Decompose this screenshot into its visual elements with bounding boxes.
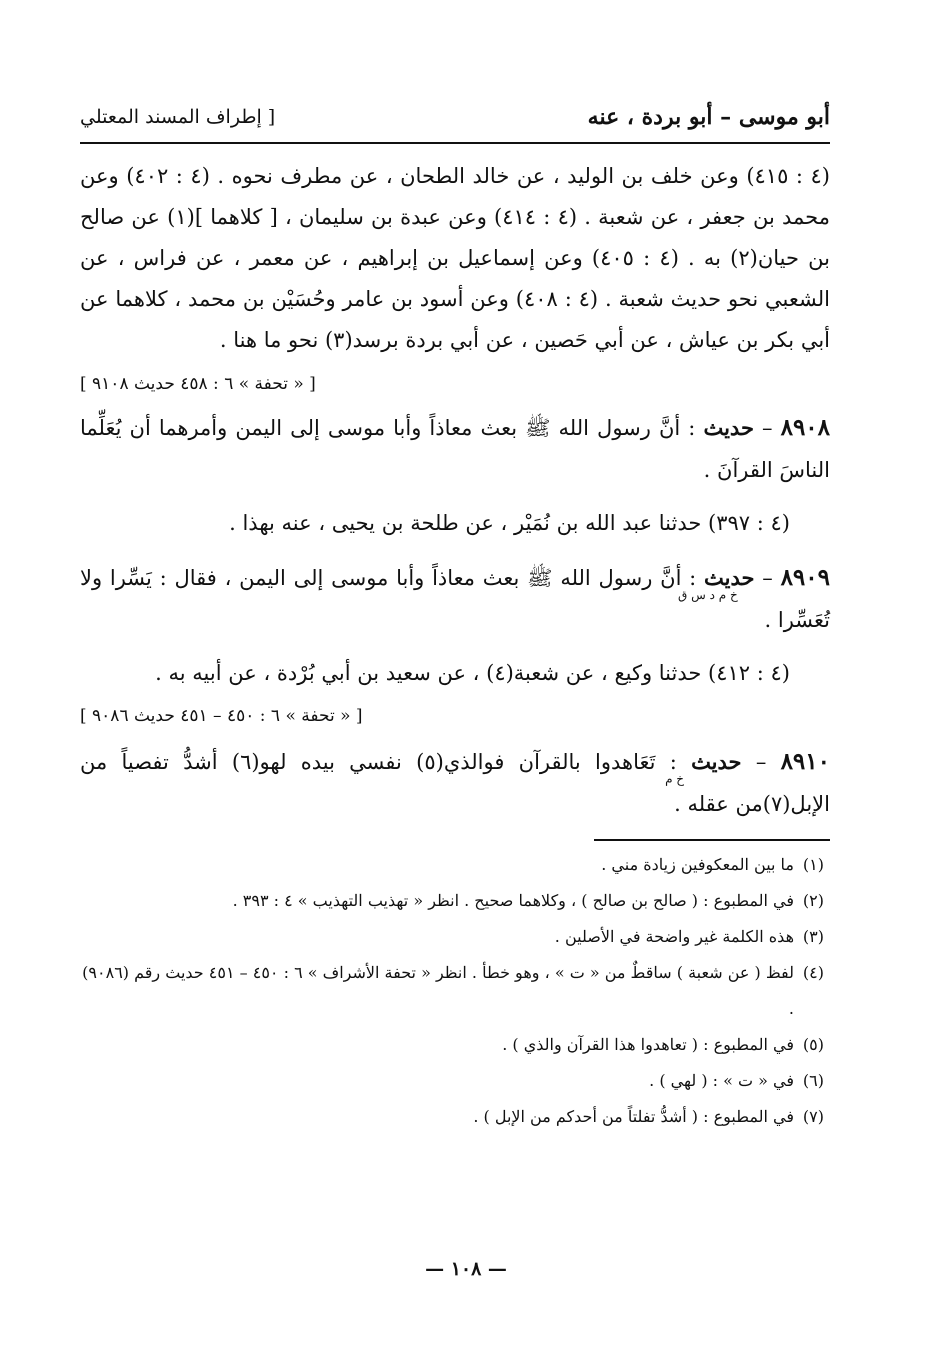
hadith-dash: –	[762, 416, 773, 440]
footnote-text: ما بين المعكوفين زيادة مني .	[601, 855, 794, 874]
hadith-keyword-with-symbols	[665, 749, 742, 786]
hadith-number: ٨٩٠٨	[780, 414, 831, 441]
footnote-text: هذه الكلمة غير واضحة في الأصلين .	[554, 927, 794, 946]
hadith-8909	[80, 557, 830, 641]
continuation-paragraph	[80, 156, 830, 361]
hadith-text: : تَعَاهدوا بالقرآن فوالذي(٥) نفسي بيده لهو(٦) أشدُّ تفصياً من الإبل(٧)من عقله .	[80, 750, 830, 816]
footnote-text: لفظ ( عن شعبة ) ساقطٌ من « ت » ، وهو خطأ . انظر « تحفة الأشراف » ٦ : ٤٥٠ – ٤٥١ حديث رقم (٩٠٨٦) .	[82, 963, 794, 1018]
footnote	[80, 1063, 824, 1099]
footnotes	[80, 847, 824, 1135]
hadith-isnad: (٤ : ٤١٢) حدثنا وكيع ، عن شعبة(٤) ، عن سعيد بن أبي بُرْدة ، عن أبيه به .	[155, 661, 790, 685]
hadith-keyword: حديث	[703, 415, 754, 440]
tuhfa-reference: [ « تحفة » ٦ : ٤٥٠ – ٤٥١ حديث ٩٠٨٦ ]	[80, 706, 363, 726]
footnote-number: (٦)	[802, 1071, 824, 1090]
hadith-keyword: حديث	[704, 565, 755, 590]
footnote-number: (٤)	[802, 963, 824, 982]
hadith-dash: –	[755, 750, 767, 774]
footnote-number: (٣)	[802, 927, 824, 946]
hadith-keyword-with-symbols	[678, 565, 755, 602]
header-chapter-title: أبو موسى – أبو بردة ، عنه	[587, 104, 830, 130]
footnote-text: في المطبوع : ( صالح بن صالح ) ، وكلاهما صحيح . انظر « تهذيب التهذيب » ٤ : ٣٩٣ .	[232, 891, 794, 910]
footnote-number: (٥)	[802, 1035, 824, 1054]
footnote	[80, 1099, 824, 1135]
continuation-line: هنا .	[219, 328, 258, 352]
footnote	[80, 847, 824, 883]
hadith-8908	[80, 407, 830, 491]
footnote-separator	[594, 839, 830, 841]
footnote	[80, 883, 824, 919]
header-book-title: [ إطراف المسند المعتلي	[80, 106, 276, 128]
hadith-8910	[80, 741, 830, 825]
tuhfa-reference: [ « تحفة » ٦ : ٤٥٨ حديث ٩١٠٨ ]	[80, 374, 316, 394]
page-number: — ١٠٨ —	[425, 1258, 507, 1280]
footnote-number: (٧)	[802, 1107, 824, 1126]
continuation-line: وعن محمد بن جعفر ، عن شعبة . (٤ : ٤١٤) وعن عبدة بن سليمان ، [ كلاهما ](١)	[80, 164, 830, 229]
hadith-number: ٨٩٠٩	[780, 564, 830, 591]
hadith-text: : أنَّ رسول الله ﷺ بعث معاذاً وأبا موسى إلى اليمن ، فقال : يَسِّرا ولا تُعَسِّرا .	[80, 566, 830, 632]
page	[80, 98, 830, 1135]
narrator-symbols: خ م	[665, 772, 685, 786]
narrator-symbols: خ م د س ق	[678, 588, 738, 602]
footnote-number: (٢)	[802, 891, 824, 910]
continuation-line: (٤ : ٤١٥) وعن خلف بن الوليد ، عن خالد الطحان ، عن مطرف نحوه . (٤ : ٤٠٢)	[126, 164, 830, 188]
continuation-line: عن صالح بن حيان(٢) به . (٤ : ٤٠٥) وعن إسماعيل بن إبراهيم ، عن معمر ، عن	[80, 205, 831, 270]
continuation-line: فراس ، عن الشعبي نحو حديث شعبة . (٤ : ٤٠٨) وعن أسود بن عامر وحُسَيْن بن	[80, 246, 830, 311]
footnote-text: في المطبوع : ( تعاهدوا هذا القرآن والذي ) .	[502, 1035, 794, 1054]
hadith-isnad: (٤ : ٣٩٧) حدثنا عبد الله بن نُمَيْر ، عن طلحة بن يحيى ، عنه بهذا .	[229, 511, 790, 535]
footnote-text: في المطبوع : ( أشدُّ تفلتاً من أحدكم من الإبل ) .	[473, 1107, 794, 1126]
footnote	[80, 955, 824, 1027]
hadith-text: : أنَّ رسول الله ﷺ بعث معاذاً وأبا موسى إلى اليمن وأمرهما أن يُعَلِّما الناسَ القرآنَ .	[80, 416, 830, 482]
footnote-number: (١)	[802, 855, 824, 874]
hadith-keyword: حديث	[691, 749, 742, 774]
running-header	[80, 98, 830, 144]
footnote	[80, 919, 824, 955]
hadith-dash: –	[762, 566, 773, 590]
continuation-line: محمد ، كلاهما عن أبي بكر بن عياش ، عن أبي حَصين ، عن أبي بردة برسد(٣) نحو ما	[80, 287, 830, 352]
footnote	[80, 1027, 824, 1063]
hadith-number: ٨٩١٠	[780, 748, 830, 775]
footnote-text: في « ت » : ( لهي ) .	[649, 1071, 794, 1090]
